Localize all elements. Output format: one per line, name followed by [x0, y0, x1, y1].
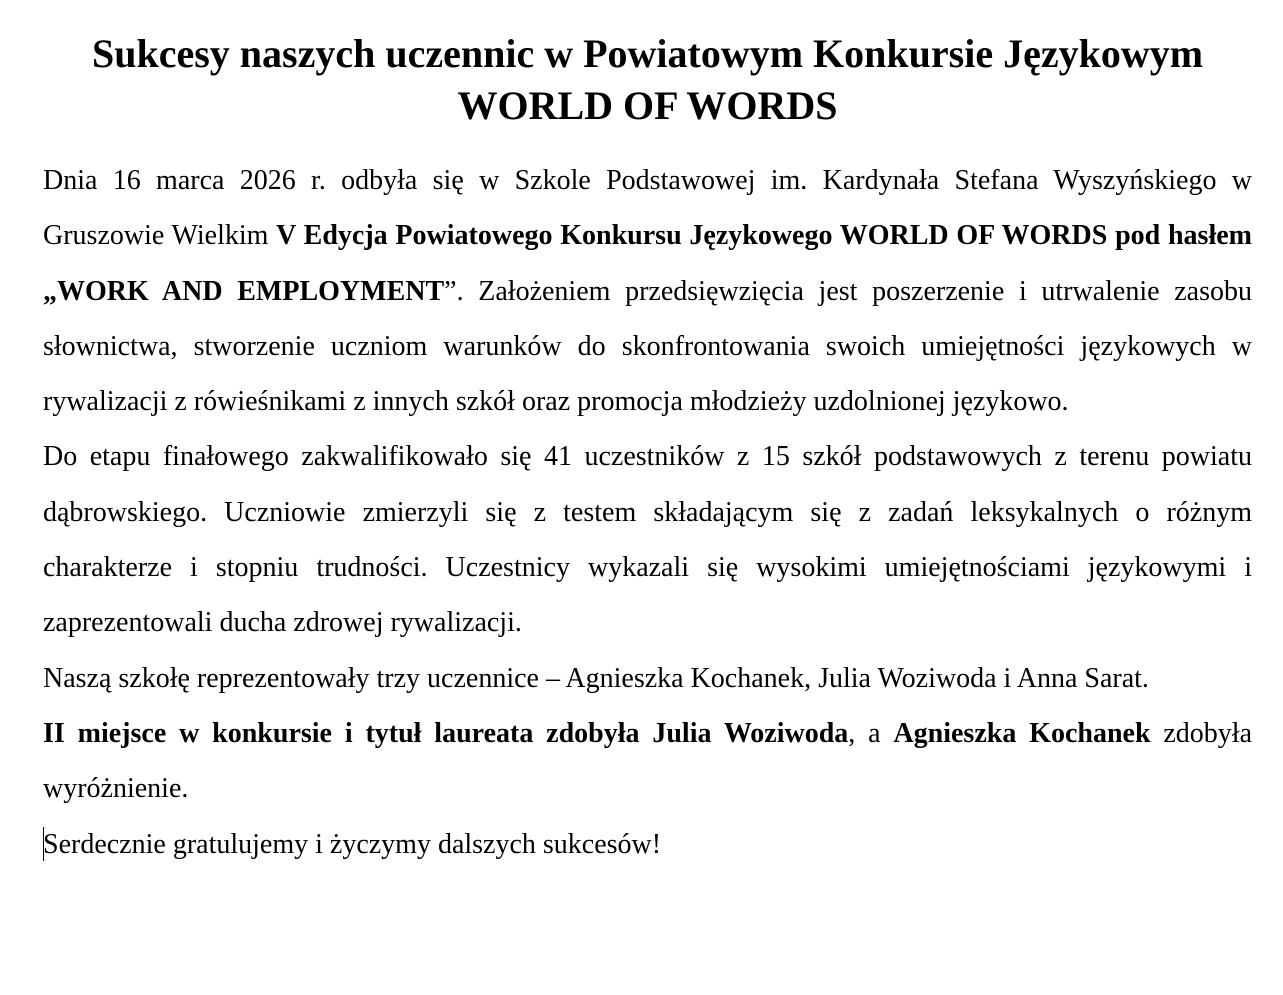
- paragraph-final-stage: Do etapu finałowego zakwalifikowało się 41 uczestników z 15 szkół podstawowych z terenu powiatu dąbrowskiego. Uczniowie zmierzyli się z testem składającym się z zadań leksykalnych o różnym charakterze i stopniu trudności. Uczestnicy wykazali się wysokimi umiejętnościami językowymi i zaprezentowali ducha zdrowej rywalizacji.: [43, 441, 1252, 639]
- paragraph-representatives: Naszą szkołę reprezentowały trzy uczennice – Agnieszka Kochanek, Julia Woziwoda i Anna Sarat.: [43, 662, 1149, 694]
- intro-text-2: ”. Założeniem przedsięwzięcia jest poszerzenie i utrwalenie zasobu słownictwa, stworzenie uczniom warunków do skonfrontowania swoich umiejętności językowych w rywalizacji z rówieśnikami z innych szkół oraz promocja młodzieży uzdolnionej językowo.: [43, 275, 1253, 418]
- distinction-name-bold: Agnieszka Kochanek: [893, 717, 1151, 749]
- title-line-2: WORLD OF WORDS: [457, 83, 838, 128]
- document-page: [43, 28, 1252, 872]
- paragraph-results: [43, 706, 1252, 817]
- contest-name-bold: V Edycja Powiatowego Konkursu Językowego WORLD OF WORDS pod hasłem „WORK AND EMPLOYMENT: [43, 220, 1252, 307]
- document-body: [43, 153, 1252, 872]
- intro-text-1: Dnia 16 marca 2026 r. odbyła się w Szkole Podstawowej im. Kardynała Stefana Wyszyńskiego w Gruszowie Wielkim: [43, 165, 1252, 252]
- title-line-1: Sukcesy naszych uczennic w Powiatowym Konkursie Językowym: [91, 31, 1204, 76]
- congratulations-text: Serdecznie gratulujemy i życzymy dalszych sukcesów!: [43, 828, 662, 860]
- results-text-end: zdobyła wyróżnienie.: [43, 717, 1252, 805]
- document-title: [43, 28, 1252, 132]
- results-connector: , a: [848, 717, 894, 749]
- second-place-bold: II miejsce w konkursie i tytuł laureata zdobyła Julia Woziwoda: [43, 717, 849, 749]
- paragraph-intro: [43, 153, 1252, 429]
- paragraph-congratulations[interactable]: [43, 817, 1252, 872]
